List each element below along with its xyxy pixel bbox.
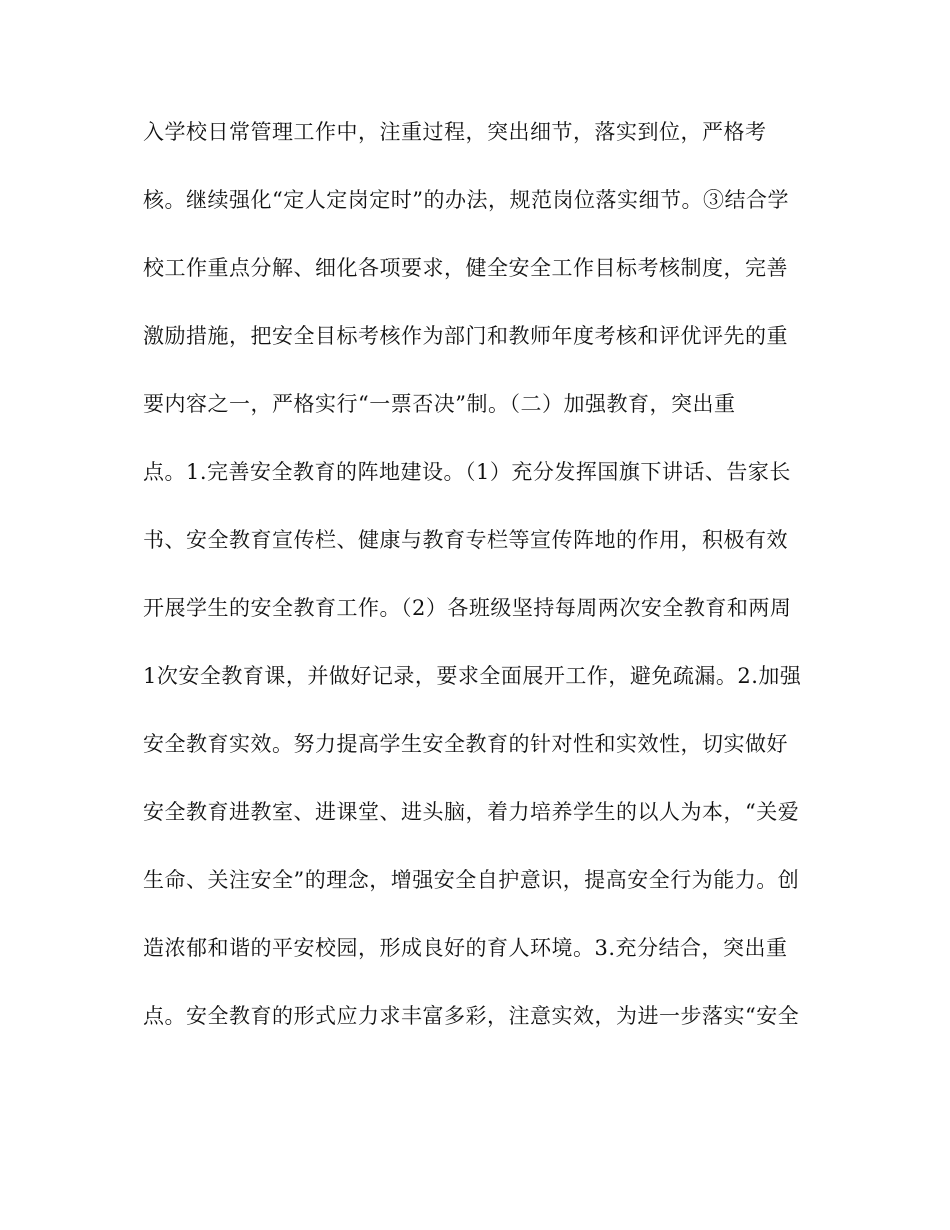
text-line: 校工作重点分解、细化各项要求，健全安全工作目标考核制度，完善 [143, 256, 788, 280]
text-line: 安全教育实效。努力提高学生安全教育的针对性和实效性，切实做好 [143, 732, 788, 756]
text-line: 书、安全教育宣传栏、健康与教育专栏等宣传阵地的作用，积极有效 [143, 528, 788, 552]
text-line: 核。继续强化“定人定岗定时”的办法，规范岗位落实细节。③结合学 [143, 188, 789, 212]
text-line: 点。1.完善安全教育的阵地建设。（1）充分发挥国旗下讲话、告家长 [143, 460, 791, 484]
text-line: 1次安全教育课，并做好记录，要求全面展开工作，避免疏漏。2.加强 [143, 664, 802, 688]
text-line: 造浓郁和谐的平安校园，形成良好的育人环境。3.充分结合，突出重 [143, 936, 788, 960]
text-line: 生命、关注安全”的理念，增强安全自护意识，提高安全行为能力。创 [143, 868, 800, 892]
text-line: 激励措施，把安全目标考核作为部门和教师年度考核和评优评先的重 [143, 324, 788, 348]
text-line: 要内容之一，严格实行“一票否决”制。（二）加强教育，突出重 [143, 392, 736, 416]
text-line: 点。安全教育的形式应力求丰富多彩，注意实效，为进一步落实“安全 [143, 1004, 800, 1028]
text-line: 入学校日常管理工作中，注重过程，突出细节，落实到位，严格考 [143, 120, 767, 144]
body-text [143, 122, 823, 1074]
text-line: 开展学生的安全教育工作。（2）各班级坚持每周两次安全教育和两周 [143, 596, 792, 620]
text-line: 安全教育进教室、进课堂、进头脑，着力培养学生的以人为本，“关爱 [143, 800, 800, 824]
